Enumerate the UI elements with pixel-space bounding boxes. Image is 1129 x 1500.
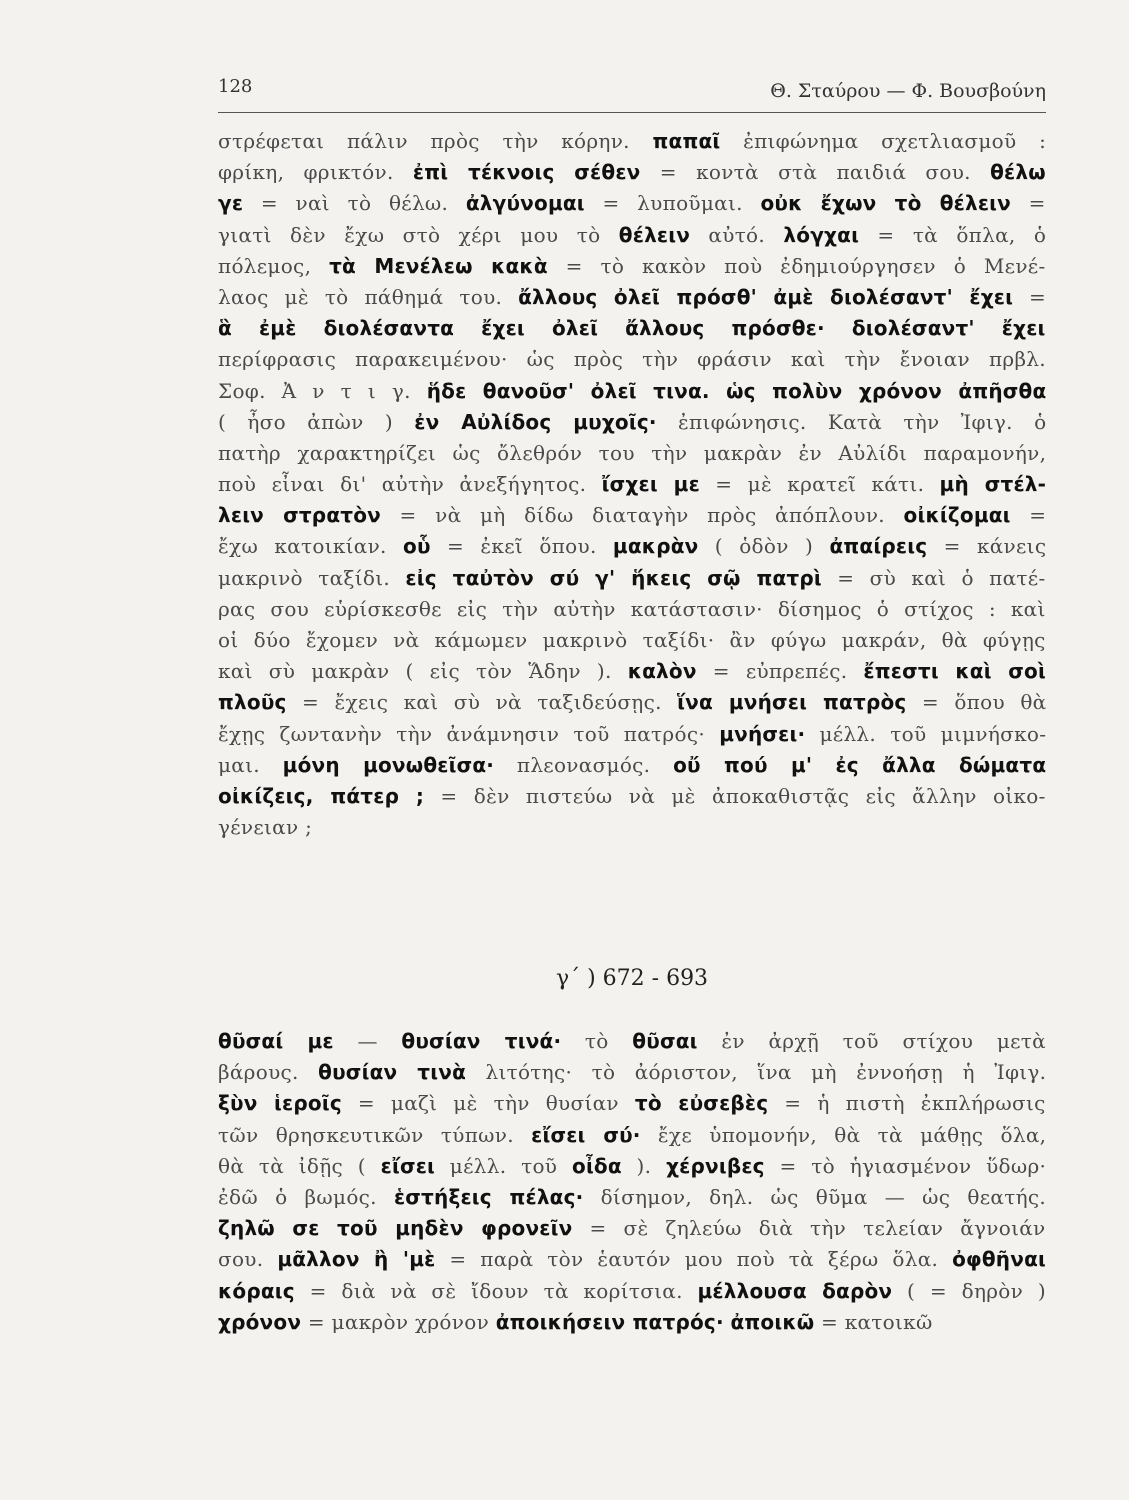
text-line xyxy=(218,282,1046,313)
text-line xyxy=(218,313,1046,344)
headword: θυσίαν τινά· xyxy=(401,1029,562,1053)
headword: καλὸν xyxy=(627,659,697,684)
headword: οὐκ ἔχων τὸ θέλειν xyxy=(760,191,1012,216)
text-line xyxy=(218,1057,1046,1088)
gloss-text: ρας σου εὑρίσκεσθε εἰς τὴν αὐτὴν κατάστασιν· δίσημος ὁ στίχος : καὶ xyxy=(218,596,1046,621)
headword: οὗ xyxy=(403,534,431,559)
gloss-text: ἐπιφώνησις. Κατὰ τὴν Ἰφιγ. ὁ xyxy=(656,409,1046,434)
gloss-text: = xyxy=(1011,191,1046,216)
text-line xyxy=(218,1026,1046,1057)
text-line xyxy=(218,687,1046,718)
gloss-text: = τὸ κακὸν ποὺ ἐδημιούργησεν ὁ Μενέ- xyxy=(547,253,1046,278)
text-line xyxy=(218,188,1046,219)
gloss-text: πόλεμος, xyxy=(218,253,330,278)
text-line xyxy=(218,251,1046,282)
text-line xyxy=(218,1213,1046,1244)
gloss-text: περίφρασις παρακειμένου· ὡς πρὸς τὴν φράσιν καὶ τὴν ἔνοιαν πρβλ. xyxy=(218,347,1046,372)
gloss-text: στρέφεται πάλιν πρὸς τὴν κόρην. xyxy=(218,129,653,153)
commentary-block-1 xyxy=(218,126,1046,843)
gloss-text: καὶ σὺ μακρὰν ( εἰς τὸν Ἅδην ). xyxy=(218,659,628,684)
gloss-text: ( = δηρὸν ) xyxy=(892,1278,1046,1303)
gloss-text: ἐπιφώνημα σχετλιασμοῦ : xyxy=(720,129,1046,153)
gloss-text: οἱ δύο ἔχομεν νὰ κάμωμεν μακρινὸ ταξίδι· ἂν φύγω μακράν, θὰ φύγῃς xyxy=(218,628,1046,652)
headword: λειν στρατὸν xyxy=(218,503,381,528)
text-line xyxy=(218,1088,1046,1119)
gloss-text: = σὲ ζηλεύω διὰ τὴν τελείαν ἄγνοιάν xyxy=(572,1216,1046,1241)
gloss-text: = νὰ μὴ δίδω διαταγὴν πρὸς ἀπόπλουν. xyxy=(381,503,904,528)
headword: μνήσει· xyxy=(719,721,806,746)
gloss-text: ἔχε ὑπομονήν, θὰ τὰ μάθῃς ὅλα, xyxy=(640,1122,1046,1147)
headword: κόραις xyxy=(218,1278,295,1303)
gloss-text: = διὰ νὰ σὲ ἴδουν τὰ κορίτσια. xyxy=(294,1278,698,1303)
headword: παπαῖ xyxy=(652,129,721,153)
gloss-text: = ἐκεῖ ὅπου. xyxy=(430,534,613,559)
headword: τὸ εὐσεβὲς xyxy=(634,1091,769,1116)
text-line xyxy=(218,812,1046,843)
text-line xyxy=(218,500,1046,531)
headword: οἶδα xyxy=(572,1153,622,1178)
gloss-text: = κατοικῶ xyxy=(814,1309,933,1334)
gloss-text: δίσημον, δηλ. ὡς θῦμα — ὡς θεατής. xyxy=(583,1184,1046,1209)
headword: ἴσχει με xyxy=(601,472,700,497)
text-line xyxy=(218,376,1046,407)
gloss-text: = μὲ κρατεῖ κάτι. xyxy=(699,472,940,497)
gloss-text: τῶν θρησκευτικῶν τύπων. xyxy=(218,1122,532,1147)
gloss-text: μέλλ. τοῦ μιμνήσκο- xyxy=(805,721,1046,746)
gloss-text: ποὺ εἶναι δι' αὐτὴν ἀνεξήγητος. xyxy=(218,472,602,497)
text-line xyxy=(218,220,1046,251)
headword: μόνη μονωθεῖσα· xyxy=(282,752,495,777)
headword: χρόνον xyxy=(218,1309,302,1334)
headword: εἴσει σύ· xyxy=(531,1122,641,1147)
text-line xyxy=(218,531,1046,562)
headword: ἔπεστι καὶ σοὶ xyxy=(863,659,1046,684)
gloss-text: = δὲν πιστεύω νὰ μὲ ἀποκαθιστᾷς εἰς ἄλλην οἰκο- xyxy=(424,783,1046,808)
text-line xyxy=(218,1120,1046,1151)
gloss-text: μακρινὸ ταξίδι. xyxy=(218,565,406,590)
headword: οἰκίζομαι xyxy=(903,503,1011,528)
gloss-text: — xyxy=(333,1029,402,1053)
text-line xyxy=(218,1244,1046,1275)
gloss-text: = ὅπου θὰ xyxy=(906,690,1046,715)
headword: μὴ στέλ- xyxy=(939,472,1046,497)
gloss-text: = μαζὶ μὲ τὴν θυσίαν xyxy=(341,1091,635,1116)
headword: θέλω xyxy=(990,160,1046,185)
headword: μέλλουσα δαρὸν xyxy=(697,1278,893,1303)
gloss-text: γιατὶ δὲν ἔχω στὸ χέρι μου τὸ xyxy=(218,222,619,247)
headword: ξὺν ἱεροῖς xyxy=(218,1091,342,1116)
gloss-text: ἔχω κατοικίαν. xyxy=(218,534,404,559)
headword: μᾶλλον ἢ 'μὲ xyxy=(277,1247,436,1272)
text-line xyxy=(218,781,1046,812)
gloss-text: = ἡ πιστὴ ἐκπλήρωσις xyxy=(768,1091,1046,1116)
gloss-text: μέλλ. τοῦ xyxy=(435,1153,572,1178)
headword: θέλειν xyxy=(618,222,691,247)
text-line xyxy=(218,469,1046,500)
gloss-text: πατὴρ χαρακτηρίζει ὡς ὄλεθρόν του τὴν μακρὰν ἐν Αὐλίδι παραμονήν, xyxy=(218,440,1046,465)
text-line xyxy=(218,438,1046,469)
headword: ἀποικήσειν πατρός· xyxy=(495,1309,724,1334)
gloss-text: τὸ xyxy=(561,1029,633,1053)
text-line xyxy=(218,126,1046,157)
running-title: Θ. Σταύρου — Φ. Βουσβούνη xyxy=(770,80,1046,102)
headword: γε xyxy=(218,191,244,216)
gloss-text: Σοφ. Ἀ ν τ ι γ. xyxy=(218,378,427,403)
text-line xyxy=(218,750,1046,781)
gloss-text: = κοντὰ στὰ παιδιά σου. xyxy=(640,160,991,185)
page-header xyxy=(218,72,1046,113)
headword: ἀποικῶ xyxy=(730,1309,815,1334)
gloss-text: = xyxy=(1013,284,1046,309)
gloss-text: = παρὰ τὸν ἑαυτόν μου ποὺ τὰ ξέρω ὅλα. xyxy=(435,1247,953,1272)
gloss-text: ). xyxy=(621,1153,667,1178)
gloss-text: = xyxy=(1010,503,1046,528)
headword: οὔ πού μ' ἐς ἄλλα δώματα xyxy=(673,752,1046,777)
gloss-text: γένειαν ; xyxy=(218,815,313,840)
gloss-text: = εὐπρεπές. xyxy=(696,659,864,684)
headword: θῦσαί με xyxy=(218,1029,334,1053)
headword: οἰκίζεις, πάτερ ; xyxy=(218,783,425,808)
text-line xyxy=(218,625,1046,656)
headword: θυσίαν τινὰ xyxy=(318,1060,467,1085)
text-line xyxy=(218,656,1046,687)
gloss-text: ( ἦσο ἀπὼν ) xyxy=(218,409,415,434)
headword: τὰ Μενέλεω κακὰ xyxy=(329,253,548,278)
headword: ἥδε θανοῦσ' ὀλεῖ τινα. ὡς πολὺν χρόνον ἀπῆσθα xyxy=(426,378,1046,403)
headword: ἐν Αὐλίδος μυχοῖς· xyxy=(414,409,657,434)
gloss-text: ( ὁδὸν ) xyxy=(698,534,830,559)
page-number: 128 xyxy=(218,76,253,97)
headword: ἑστήξεις πέλας· xyxy=(393,1184,584,1209)
headword: εἴσει xyxy=(380,1153,436,1178)
gloss-text: μαι. xyxy=(218,752,283,777)
gloss-text: = τὸ ἡγιασμένον ὕδωρ· xyxy=(764,1153,1046,1178)
gloss-text: λαος μὲ τὸ πάθημά του. xyxy=(218,284,519,309)
headword: ἀλγύνομαι xyxy=(465,191,585,216)
text-line xyxy=(218,719,1046,750)
gloss-text: σου. xyxy=(218,1247,278,1272)
section-heading: γ΄ ) 672 - 693 xyxy=(555,966,709,991)
gloss-text: ἐν ἀρχῇ τοῦ στίχου μετὰ xyxy=(697,1029,1046,1053)
gloss-text: αὐτό. xyxy=(690,222,784,247)
text-line xyxy=(218,407,1046,438)
gloss-text: πλεονασμός. xyxy=(494,752,674,777)
gloss-text: = σὺ καὶ ὁ πατέ- xyxy=(821,565,1046,590)
text-line xyxy=(218,1307,1046,1338)
headword: πλοῦς xyxy=(218,690,287,715)
text-line xyxy=(218,594,1046,625)
gloss-text: = λυποῦμαι. xyxy=(584,191,761,216)
gloss-text: = ναὶ τὸ θέλω. xyxy=(243,191,466,216)
gloss-text: = κάνεις xyxy=(927,534,1046,559)
gloss-text: θὰ τὰ ἰδῇς ( xyxy=(218,1153,381,1178)
headword: λόγχαι xyxy=(783,222,860,247)
text-line xyxy=(218,157,1046,188)
gloss-text: ἔχῃς ζωντανὴν τὴν ἀνάμνησιν τοῦ πατρός· xyxy=(218,721,720,746)
text-line xyxy=(218,1276,1046,1307)
headword: εἰς ταὐτὸν σύ γ' ἥκεις σῷ πατρὶ xyxy=(405,565,822,590)
headword: ἀπαίρεις xyxy=(829,534,928,559)
gloss-text: βάρους. xyxy=(218,1060,319,1085)
headword: ἵνα μνήσει πατρὸς xyxy=(677,690,907,715)
commentary-block-2 xyxy=(218,1026,1046,1338)
headword: ζηλῶ σε τοῦ μηδὲν φρονεῖν xyxy=(218,1216,573,1241)
headword: ἄλλους ὀλεῖ πρόσθ' ἀμὲ διολέσαντ' ἔχει xyxy=(518,284,1014,309)
text-line xyxy=(218,1182,1046,1213)
headword: χέρνιβες xyxy=(666,1153,765,1178)
headword: ἃ ἐμὲ διολέσαντα ἔχει ὀλεῖ ἄλλους πρόσθε· διολέσαντ' ἔχει xyxy=(218,316,1046,341)
gloss-text: ἐδῶ ὁ βωμός. xyxy=(218,1184,394,1209)
gloss-text: λιτότης· τὸ ἀόριστον, ἵνα μὴ ἐννοήσῃ ἡ Ἰφιγ. xyxy=(466,1060,1046,1085)
gloss-text: = μακρὸν χρόνον xyxy=(301,1309,496,1334)
gloss-text: φρίκη, φρικτόν. xyxy=(218,160,413,185)
text-line xyxy=(218,344,1046,375)
text-line xyxy=(218,563,1046,594)
headword: θῦσαι xyxy=(632,1029,698,1053)
headword: ὀφθῆναι xyxy=(952,1247,1046,1272)
headword: μακρὰν xyxy=(612,534,699,559)
gloss-text: = τὰ ὅπλα, ὁ xyxy=(859,222,1046,247)
text-line xyxy=(218,1151,1046,1182)
headword: ἐπὶ τέκνοις σέθεν xyxy=(412,160,641,185)
gloss-text: = ἔχεις καὶ σὺ νὰ ταξιδεύσῃς. xyxy=(286,690,678,715)
